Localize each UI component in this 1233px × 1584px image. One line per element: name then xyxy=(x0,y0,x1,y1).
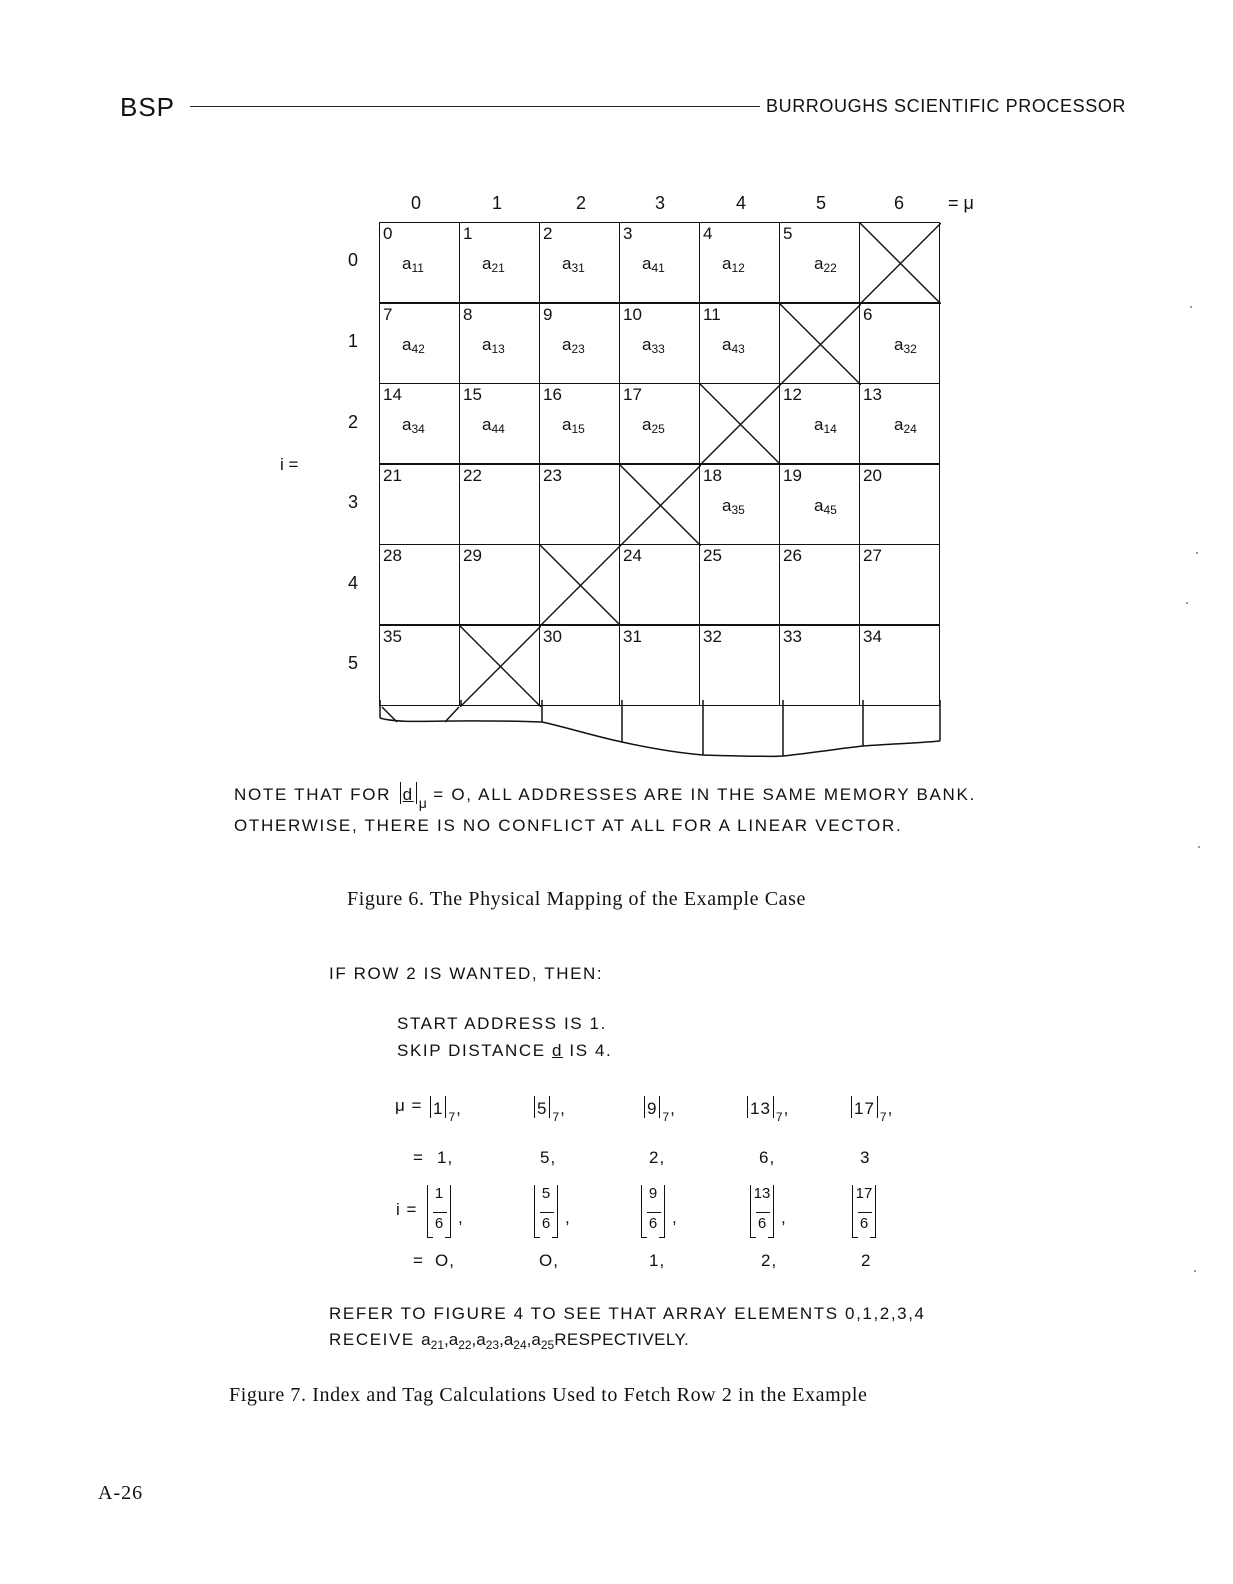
memory-cell xyxy=(699,625,780,706)
memory-cell xyxy=(619,222,700,303)
memory-cell xyxy=(459,383,540,464)
scan-speck xyxy=(1186,602,1188,604)
cell-element: $a_{12}$ xyxy=(722,254,745,275)
scan-speck xyxy=(1190,306,1192,308)
cell-address: 8 xyxy=(463,304,473,324)
memory-cell xyxy=(619,544,700,625)
cell-element: $a_{45}$ xyxy=(814,495,837,517)
memory-cell xyxy=(699,544,780,625)
floor-17-over-6: 17 6 xyxy=(849,1185,879,1241)
cell-address: 7 xyxy=(383,304,393,324)
i-value-1: O, xyxy=(435,1251,455,1270)
row-label-4: 4 xyxy=(347,573,358,593)
cell-address: 29 xyxy=(463,546,482,565)
cell-element: $a_{41}$ xyxy=(642,254,665,275)
memory-bank-grid xyxy=(379,222,940,708)
mu-suffix: = μ xyxy=(948,193,974,213)
scan-speck xyxy=(1194,1270,1196,1272)
unused-cell xyxy=(859,222,940,303)
memory-cell xyxy=(459,303,540,384)
cell-address: 24 xyxy=(623,546,642,565)
memory-cell xyxy=(699,303,780,384)
mu-label-4: 4 xyxy=(735,193,746,213)
cell-address: 1 xyxy=(463,224,473,243)
mu-mod-9: 9 $_7$, xyxy=(642,1096,676,1124)
memory-cell xyxy=(779,383,860,464)
cell-element: $a_{32}$ xyxy=(894,334,917,356)
skip-distance-line xyxy=(397,1041,612,1061)
cell-address: 6 xyxy=(863,304,873,324)
i-value-2: O, xyxy=(539,1251,559,1270)
mu-mod-1: 1 $_7$, xyxy=(428,1096,462,1124)
memory-cell xyxy=(459,544,540,625)
memory-cell xyxy=(859,303,940,384)
note-line-1 xyxy=(234,782,976,811)
i-value-4: 2, xyxy=(761,1251,778,1270)
memory-cell xyxy=(699,222,780,303)
cell-address: 9 xyxy=(543,304,553,324)
cell-element: $a_{43}$ xyxy=(722,334,745,356)
skip-d-symbol: d xyxy=(551,1041,564,1060)
header-title: BURROUGHS SCIENTIFIC PROCESSOR xyxy=(766,96,1127,116)
cell-element: $a_{22}$ xyxy=(814,254,837,275)
i-value-5: 2 xyxy=(861,1251,872,1270)
memory-cell xyxy=(379,303,460,384)
cell-address: 4 xyxy=(703,224,713,243)
i-eq: = xyxy=(413,1251,424,1270)
cell-element: $a_{15}$ xyxy=(562,415,585,436)
cell-address: 13 xyxy=(863,385,882,404)
cell-address: 27 xyxy=(863,546,882,565)
note-mu-subscript: μ xyxy=(418,795,427,811)
mu-value-4: 6, xyxy=(759,1148,776,1167)
cell-element: $a_{23}$ xyxy=(562,334,585,356)
cell-element: $a_{31}$ xyxy=(562,254,585,275)
note-line-1-end: = O, ALL ADDRESSES ARE IN THE SAME MEMORY BANK. xyxy=(433,785,976,804)
i-value-3: 1, xyxy=(649,1251,666,1270)
mu-value-2: 5, xyxy=(540,1148,557,1167)
memory-cell xyxy=(539,222,620,303)
mu-prefix: μ = xyxy=(395,1096,423,1115)
memory-cell xyxy=(699,464,780,545)
cell-address: 34 xyxy=(863,626,882,646)
row-label-1: 1 xyxy=(347,331,358,351)
cell-address: 16 xyxy=(543,385,562,404)
mu-value-1: 1, xyxy=(437,1148,454,1167)
memory-cell xyxy=(539,464,620,545)
cell-address: 19 xyxy=(783,465,802,485)
unused-cell xyxy=(619,464,700,545)
cell-address: 3 xyxy=(623,224,633,243)
cell-address: 28 xyxy=(383,546,402,565)
memory-cell xyxy=(459,464,540,545)
abs-bar-right xyxy=(416,782,417,804)
row-label-2: 2 xyxy=(347,412,358,432)
unused-cell xyxy=(459,625,540,706)
mu-label-6: 6 xyxy=(893,193,904,213)
cell-address: 23 xyxy=(543,465,562,485)
memory-cell xyxy=(539,625,620,706)
floor-9-over-6: 9 6 xyxy=(638,1185,668,1241)
i-label: i = xyxy=(280,455,299,474)
memory-cell xyxy=(379,464,460,545)
page-number: A-26 xyxy=(98,1482,144,1504)
floor-13-over-6: 13 6 xyxy=(747,1185,777,1241)
memory-cell xyxy=(859,544,940,625)
memory-cell xyxy=(539,383,620,464)
cell-address: 12 xyxy=(783,385,802,404)
figure-6-caption: Figure 6. The Physical Mapping of the Example Case xyxy=(347,888,806,910)
cell-address: 10 xyxy=(623,304,642,324)
cell-address: 33 xyxy=(783,626,802,646)
memory-cell xyxy=(619,303,700,384)
cell-element: $a_{11}$ xyxy=(402,254,424,275)
mu-label-3: 3 xyxy=(654,193,665,213)
memory-cell xyxy=(539,303,620,384)
cell-address: 11 xyxy=(703,304,721,324)
memory-cell xyxy=(859,383,940,464)
refer-line-1: REFER TO FIGURE 4 TO SEE THAT ARRAY ELEMENTS 0,1,2,3,4 xyxy=(329,1304,926,1323)
unused-cell xyxy=(539,544,620,625)
memory-cell xyxy=(779,625,860,706)
mu-label-0: 0 xyxy=(410,193,421,213)
memory-cell xyxy=(379,222,460,303)
mu-eq: = xyxy=(413,1148,424,1167)
refer-receive: RECEIVE xyxy=(329,1330,415,1349)
cell-address: 21 xyxy=(383,465,402,485)
unused-cell xyxy=(699,383,780,464)
cell-address: 22 xyxy=(463,465,482,485)
note-d-symbol: d xyxy=(402,785,414,804)
memory-cell xyxy=(619,383,700,464)
grid-torn-edge xyxy=(379,700,945,760)
skip-distance-end: IS 4. xyxy=(569,1041,613,1060)
scan-speck xyxy=(1196,552,1198,554)
mu-mod-17: 17 $_7$, xyxy=(849,1096,893,1124)
cell-element: $a_{34}$ xyxy=(402,415,425,436)
mu-label-2: 2 xyxy=(575,193,586,213)
cell-address: 35 xyxy=(383,626,402,646)
cross-mark xyxy=(860,223,941,304)
cell-address: 2 xyxy=(543,224,553,243)
cross-mark xyxy=(780,304,861,385)
mu-value-5: 3 xyxy=(860,1148,871,1167)
note-line-2: OTHERWISE, THERE IS NO CONFLICT AT ALL FOR A LINEAR VECTOR. xyxy=(234,816,903,835)
memory-cell xyxy=(779,544,860,625)
refer-line-2 xyxy=(329,1330,689,1352)
memory-cell xyxy=(779,464,860,545)
mu-mod-5: 5 $_7$, xyxy=(532,1096,566,1124)
floor-5-over-6: 5 6 xyxy=(531,1185,561,1241)
cell-element: $a_{14}$ xyxy=(814,415,837,436)
cell-address: 17 xyxy=(623,385,642,404)
cross-mark xyxy=(460,626,541,707)
memory-cell xyxy=(859,625,940,706)
cell-address: 32 xyxy=(703,626,722,646)
start-address-line: START ADDRESS IS 1. xyxy=(397,1014,607,1033)
cross-mark xyxy=(620,465,701,546)
row-label-5: 5 xyxy=(347,653,358,673)
cell-address: 20 xyxy=(863,465,882,485)
row-label-3: 3 xyxy=(347,492,358,512)
cell-element: $a_{13}$ xyxy=(482,334,505,356)
mu-mod-13: 13 $_7$, xyxy=(745,1096,789,1124)
unused-cell xyxy=(779,303,860,384)
row-label-0: 0 xyxy=(347,250,358,270)
i-prefix: i = xyxy=(396,1200,418,1219)
mu-label-1: 1 xyxy=(491,193,502,213)
scan-speck xyxy=(1198,846,1200,848)
cell-address: 15 xyxy=(463,385,482,404)
figure-7-caption: Figure 7. Index and Tag Calculations Used to Fetch Row 2 in the Example xyxy=(229,1384,868,1406)
refer-elements: $a_{21},a_{22},a_{23},a_{24},a_{25}$ xyxy=(421,1330,555,1352)
refer-respectively: RESPECTIVELY. xyxy=(554,1330,690,1349)
cell-address: 26 xyxy=(783,546,802,565)
cell-address: 31 xyxy=(623,626,642,646)
cell-address: 5 xyxy=(783,224,793,243)
cell-address: 18 xyxy=(703,465,722,485)
cell-element: $a_{21}$ xyxy=(482,254,505,275)
cell-element: $a_{42}$ xyxy=(402,334,425,356)
skip-distance-start: SKIP DISTANCE xyxy=(397,1041,546,1060)
cell-address: 14 xyxy=(383,385,402,404)
memory-cell xyxy=(779,222,860,303)
row-wanted-intro: IF ROW 2 IS WANTED, THEN: xyxy=(329,964,604,983)
mu-value-3: 2, xyxy=(649,1148,666,1167)
memory-cell xyxy=(459,222,540,303)
memory-cell xyxy=(379,625,460,706)
mu-label-5: 5 xyxy=(815,193,826,213)
cell-address: 25 xyxy=(703,546,722,565)
cell-address: 0 xyxy=(383,224,393,243)
memory-cell xyxy=(619,625,700,706)
cross-mark xyxy=(700,384,781,465)
memory-cell xyxy=(379,383,460,464)
cross-mark xyxy=(540,545,621,626)
memory-cell xyxy=(379,544,460,625)
header-bsp: BSP xyxy=(120,92,176,122)
header-rule xyxy=(190,106,760,107)
cell-address: 30 xyxy=(543,626,562,646)
cell-element: $a_{44}$ xyxy=(482,415,505,436)
note-line-1-start: NOTE THAT FOR xyxy=(234,785,392,804)
cell-element: $a_{33}$ xyxy=(642,334,665,356)
abs-bar-left xyxy=(400,782,401,804)
cell-element: $a_{25}$ xyxy=(642,415,665,436)
cell-element: $a_{35}$ xyxy=(722,495,745,517)
cell-element: $a_{24}$ xyxy=(894,415,917,436)
memory-cell xyxy=(859,464,940,545)
floor-1-over-6: 1 6 xyxy=(424,1185,454,1241)
